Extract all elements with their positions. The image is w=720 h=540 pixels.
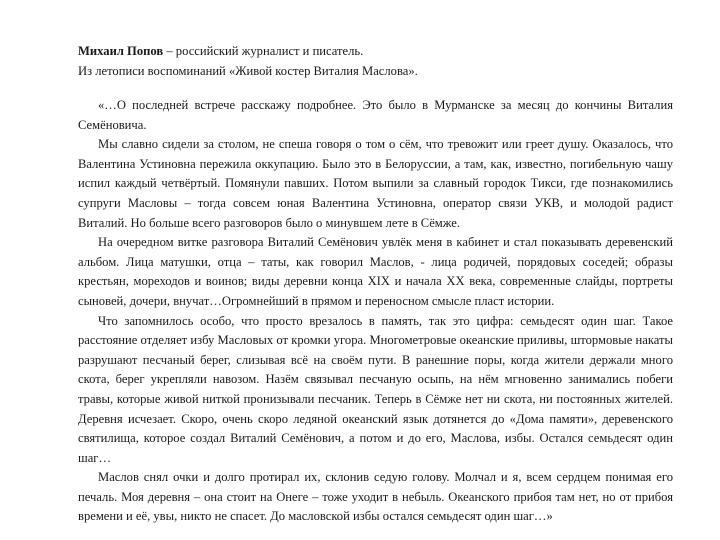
paragraph: Что запомнилось особо, что просто врезалось в память, так это цифра: семьдесят один шаг. Такое расстояние отделяет избу Масловых от кромки угора. Многометровые океанские приливы, штормовые накаты разрушают песчаный берег, слизывая всё на своём пути. В ранешние поры, когда жители держали много скота, берег укрепляли навозом. Назём связывал песчаную осыпь, на нём мгновенно занимались побеги травы, которые живой ниткой пронизывали песчаник. Теперь в Сёмже нет ни скота, ни постоянных жителей. Деревня исчезает. Скоро, очень скоро ледяной океанский язык дотянется до «Дома памяти», деревенского святилища, которое создал Виталий Семёнович, а потом и до его, Маслова, избы. Остался семьдесят один шаг…	[78, 313, 673, 465]
document-header	[78, 41, 678, 81]
author-line	[78, 41, 678, 61]
source-line: Из летописи воспоминаний «Живой костер Виталия Маслова».	[78, 64, 418, 78]
paragraph: Мы славно сидели за столом, не спеша говоря о том о сём, что тревожит или греет душу. Оказалось, что Валентина Устиновна пережила оккупацию. Было это в Белоруссии, а там, как, известно, погибельную чашу испил каждый четвёртый. Помянули павших. Потом выпили за славный городок Тикси, где познакомились супруги Масловы – тогда совсем юная Валентина Устиновна, оператор связи УКВ, и молодой радист Виталий. Но больше всего разговоров было о минувшем лете в Сёмже.	[78, 137, 673, 230]
author-name: Михаил Попов	[78, 44, 164, 58]
author-description: – российский журналист и писатель.	[163, 44, 364, 58]
paragraph: На очередном витке разговора Виталий Семёнович увлёк меня в кабинет и стал показывать деревенский альбом. Лица матушки, отца – таты, как говорил Маслов, - лица родичей, порядовых соседей; образы крестьян, мореходов и воинов; виды деревни конца XIX и начала XX века, современные слайды, портреты сыновей, дочери, внучат…Огромнейший в прямом и переносном смысле пласт истории.	[78, 235, 673, 308]
paragraph: Маслов снял очки и долго протирал их, склонив седую голову. Молчал и я, всем сердцем понимая его печаль. Моя деревня – она стоит на Онеге – тоже уходит в небыль. Океанского прибоя там нет, но от прибоя времени и её, увы, никто не спасет. До масловской избы остался семьдесят один шаг…»	[78, 470, 673, 524]
document-body	[78, 96, 673, 527]
paragraph: «…О последней встрече расскажу подробнее. Это было в Мурманске за месяц до кончины Виталия Семёновича.	[78, 98, 673, 132]
